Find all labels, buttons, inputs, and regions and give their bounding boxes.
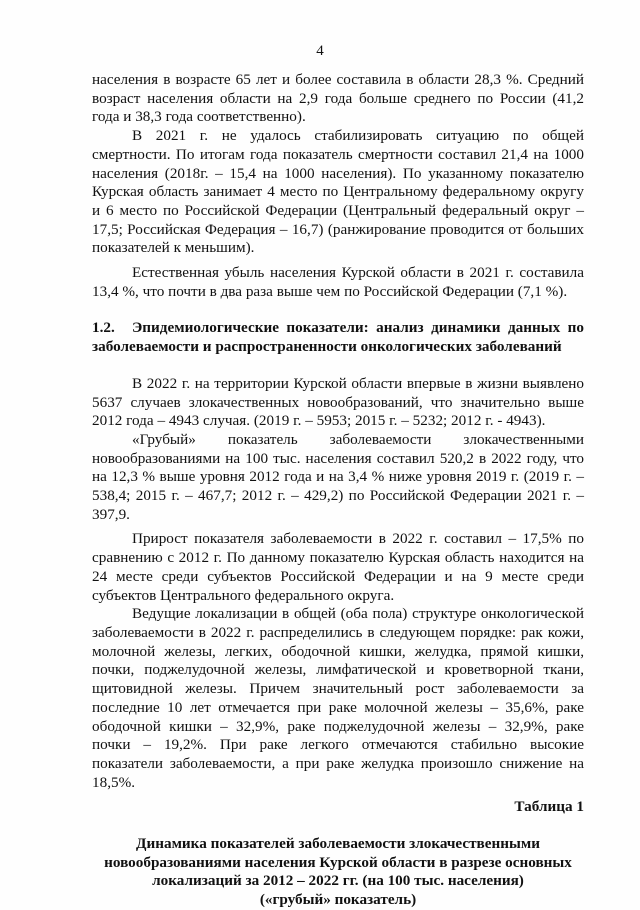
table-title-line: Динамика показателей заболеваемости злокачественными xyxy=(136,835,540,853)
table-title xyxy=(92,835,584,910)
table-title-line: («грубый» показатель) xyxy=(259,891,417,909)
section-number: 1.2. xyxy=(92,319,115,337)
paragraph: Естественная убыль населения Курской области в 2021 г. составила 13,4 %, что почти в два раза выше чем по Российской Федерации (7,1 %). xyxy=(92,264,584,300)
paragraph: В 2022 г. на территории Курской области впервые в жизни выявлено 5637 случаев злокачественных новообразований, что значительно выше 2012 года – 4943 случая. (2019 г. – 5953; 2015 г. – 5232; 2012 г. - 4943). xyxy=(92,374,584,430)
section-title: Эпидемиологические показатели: анализ динамики данных по заболеваемости и распространенности онкологических заболеваний xyxy=(92,319,584,356)
paragraph: В 2021 г. не удалось стабилизировать ситуацию по общей смертности. По итогам года показатель смертности составил 21,4 на 1000 населения (2018г. – 15,4 на 1000 населения). По указанному показателю Курская область занимает 4 место по Центральному федеральному округу и 6 место по Российской Федерации (Центральный федеральный округ – 17,5; Российская Федерация – 16,7) (ранжирование проводится от больших показателей к меньшим). xyxy=(92,127,584,257)
table-label: Таблица 1 xyxy=(514,798,584,816)
paragraph: населения в возрасте 65 лет и более составила в области 28,3 %. Средний возраст населения области на 2,9 года больше среднего по России (41,2 года и 38,3 года соответственно). xyxy=(92,71,584,126)
paragraph: «Грубый» показатель заболеваемости злокачественными новообразованиями на 100 тыс. населения составил 520,2 в 2022 году, что на 12,3 % выше уровня 2012 года и на 3,4 % ниже уровня 2019 г. (2019 г. – 538,4; 2015 г. – 467,7; 2012 г. – 429,2) по Российской Федерации 2021 г. – 397,9. xyxy=(92,430,584,523)
table-title-line: локализаций за 2012 – 2022 гг. (на 100 тыс. населения) xyxy=(152,872,524,890)
table-title-line: новообразованиями населения Курской области в разрезе основных xyxy=(104,853,572,871)
paragraph: Ведущие локализации в общей (оба пола) структуре онкологической заболеваемости в 2022 г. распределились в следующем порядке: рак кожи, молочной железы, легких, ободочной кишки, желудка, прямой кишки, почки, поджелудочной железы, лимфатической и кроветворной ткани, щитовидной железы. Причем значительный рост заболеваемости за последние 10 лет отмечается при раке молочной железы – 35,6%, раке ободочной кишки – 32,9%, раке поджелудочной железы – 32,9%, раке почки – 19,2%. При раке легкого отмечаются стабильно высокие показатели заболеваемости, а при раке желудка произошло снижение на 18,5%. xyxy=(92,605,584,791)
paragraph: Прирост показателя заболеваемости в 2022 г. составил – 17,5% по сравнению с 2012 г. По данному показателю Курская область находится на 24 месте среди субъектов Российской Федерации и на 9 месте среди субъектов Центрального федерального округа. xyxy=(92,530,584,604)
page-number: 4 xyxy=(316,43,324,59)
section-heading xyxy=(92,319,584,356)
page-body xyxy=(92,71,584,910)
